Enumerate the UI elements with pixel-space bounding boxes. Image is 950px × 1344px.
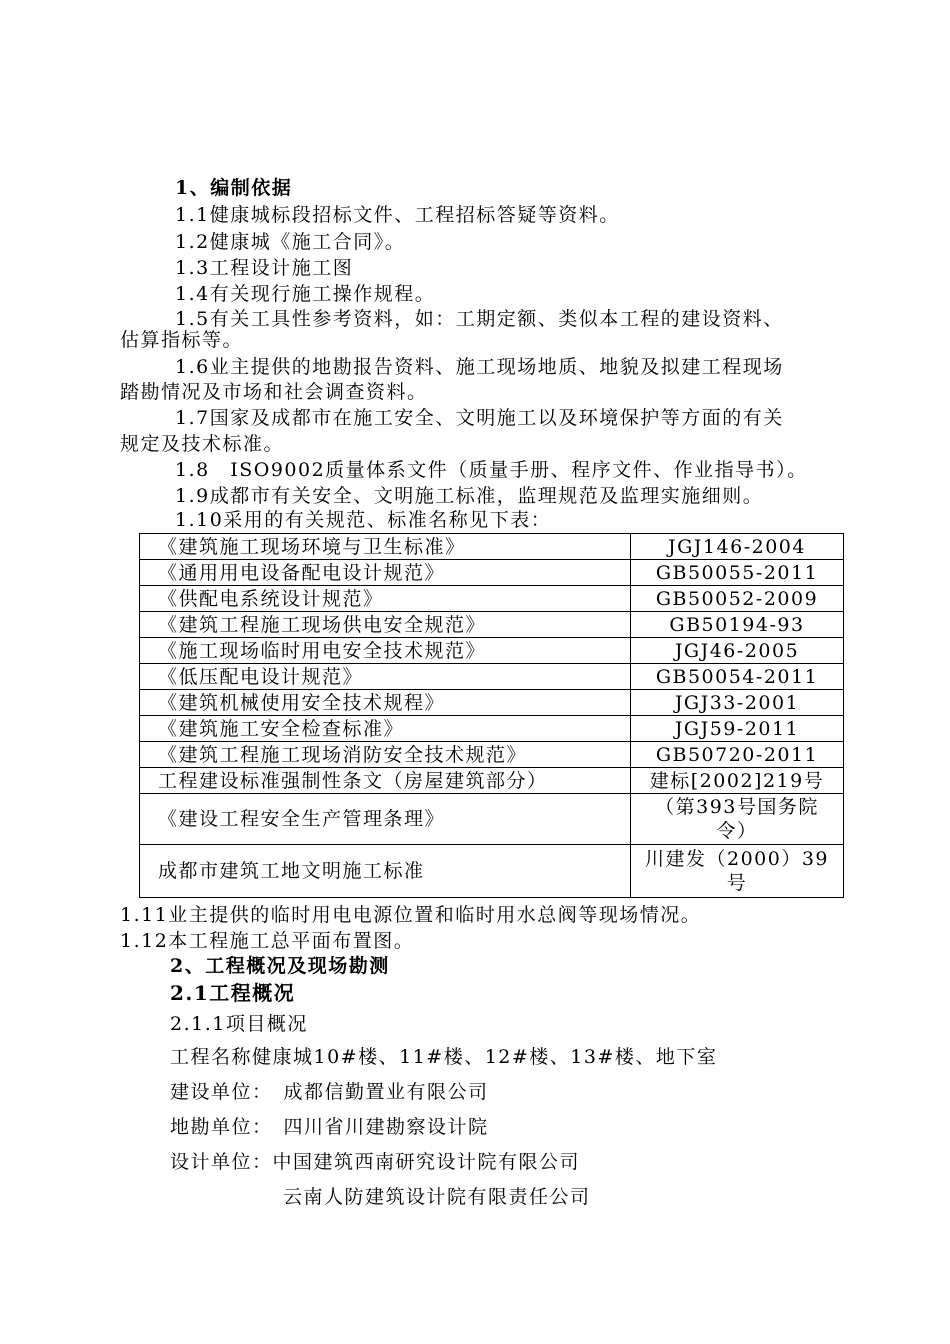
item-1-12: 1.12本工程施工总平面布置图。 bbox=[120, 930, 415, 952]
standard-code: 建标[2002]219号 bbox=[631, 768, 844, 794]
standard-code: JGJ146-2004 bbox=[631, 534, 844, 560]
standard-name: 成都市建筑工地文明施工标准 bbox=[140, 845, 631, 898]
table-row bbox=[140, 560, 844, 586]
standard-name: 工程建设标准强制性条文（房屋建筑部分） bbox=[140, 768, 631, 794]
table-row bbox=[140, 690, 844, 716]
standard-code-line: 令） bbox=[716, 820, 758, 842]
standard-name: 《施工现场临时用电安全技术规范》 bbox=[140, 638, 631, 664]
item-1-1: 1.1健康城标段招标文件、工程招标答疑等资料。 bbox=[175, 204, 620, 226]
item-1-7: 1.7国家及成都市在施工安全、文明施工以及环境保护等方面的有关 bbox=[175, 407, 784, 429]
standard-code-line: 号 bbox=[726, 872, 748, 894]
item-1-4: 1.4有关现行施工操作规程。 bbox=[175, 283, 436, 305]
standard-code-line: （第393号国务院 bbox=[655, 796, 819, 818]
standard-code: GB50720-2011 bbox=[631, 742, 844, 768]
item-1-6-cont: 踏勘情况及市场和社会调查资料。 bbox=[120, 381, 428, 403]
section2-heading: 2、工程概况及现场勘测 bbox=[170, 955, 390, 977]
item-1-8: 1.8 ISO9002质量体系文件（质量手册、程序文件、作业指导书）。 bbox=[175, 459, 808, 481]
standard-name: 《建筑工程施工现场消防安全技术规范》 bbox=[140, 742, 631, 768]
item-1-3: 1.3工程设计施工图 bbox=[175, 257, 354, 279]
table-row bbox=[140, 716, 844, 742]
design-unit-2: 云南人防建筑设计院有限责任公司 bbox=[283, 1186, 591, 1208]
standard-code: GB50194-93 bbox=[631, 612, 844, 638]
standard-code: GB50052-2009 bbox=[631, 586, 844, 612]
design-unit: 设计单位：中国建筑西南研究设计院有限公司 bbox=[170, 1151, 581, 1173]
table-row bbox=[140, 845, 844, 898]
standard-name: 《建筑机械使用安全技术规程》 bbox=[140, 690, 631, 716]
section2-1-heading: 2.1工程概况 bbox=[170, 981, 296, 1005]
standards-table bbox=[139, 533, 844, 898]
standard-name: 《建筑工程施工现场供电安全规范》 bbox=[140, 612, 631, 638]
standard-code bbox=[631, 845, 844, 898]
standard-code: JGJ33-2001 bbox=[631, 690, 844, 716]
standard-code: JGJ59-2011 bbox=[631, 716, 844, 742]
table-row bbox=[140, 664, 844, 690]
standard-code bbox=[631, 794, 844, 845]
standard-name: 《建筑施工现场环境与卫生标准》 bbox=[140, 534, 631, 560]
standard-name: 《通用用电设备配电设计规范》 bbox=[140, 560, 631, 586]
section2-1-1-heading: 2.1.1项目概况 bbox=[170, 1013, 308, 1035]
standard-name: 《供配电系统设计规范》 bbox=[140, 586, 631, 612]
table-row bbox=[140, 742, 844, 768]
standard-name: 《建筑施工安全检查标准》 bbox=[140, 716, 631, 742]
item-1-10: 1.10采用的有关规范、标准名称见下表： bbox=[175, 509, 552, 531]
item-1-9: 1.9成都市有关安全、文明施工标准，监理规范及监理实施细则。 bbox=[175, 485, 764, 507]
survey-unit: 地勘单位： 四川省川建勘察设计院 bbox=[170, 1116, 489, 1138]
item-1-2: 1.2健康城《施工合同》。 bbox=[175, 231, 406, 253]
standard-name: 《低压配电设计规范》 bbox=[140, 664, 631, 690]
standard-name: 《建设工程安全生产管理条理》 bbox=[140, 794, 631, 845]
table-row bbox=[140, 794, 844, 845]
item-1-11: 1.11业主提供的临时用电电源位置和临时用水总阀等现场情况。 bbox=[120, 904, 702, 926]
section1-heading: 1、编制依据 bbox=[175, 177, 293, 199]
standard-code: GB50054-2011 bbox=[631, 664, 844, 690]
builder-unit: 建设单位： 成都信勤置业有限公司 bbox=[170, 1081, 489, 1103]
table-row bbox=[140, 768, 844, 794]
standard-code-line: 川建发（2000）39 bbox=[644, 848, 830, 870]
item-1-5: 1.5有关工具性参考资料，如：工期定额、类似本工程的建设资料、 bbox=[175, 308, 784, 330]
table-row bbox=[140, 586, 844, 612]
standard-code: GB50055-2011 bbox=[631, 560, 844, 586]
project-name: 工程名称健康城10#楼、11#楼、12#楼、13#楼、地下室 bbox=[170, 1046, 718, 1068]
item-1-5-cont: 估算指标等。 bbox=[120, 329, 244, 351]
item-1-6: 1.6业主提供的地勘报告资料、施工现场地质、地貌及拟建工程现场 bbox=[175, 356, 784, 378]
item-1-7-cont: 规定及技术标准。 bbox=[120, 433, 285, 455]
table-row bbox=[140, 534, 844, 560]
table-row bbox=[140, 638, 844, 664]
standard-code: JGJ46-2005 bbox=[631, 638, 844, 664]
table-row bbox=[140, 612, 844, 638]
